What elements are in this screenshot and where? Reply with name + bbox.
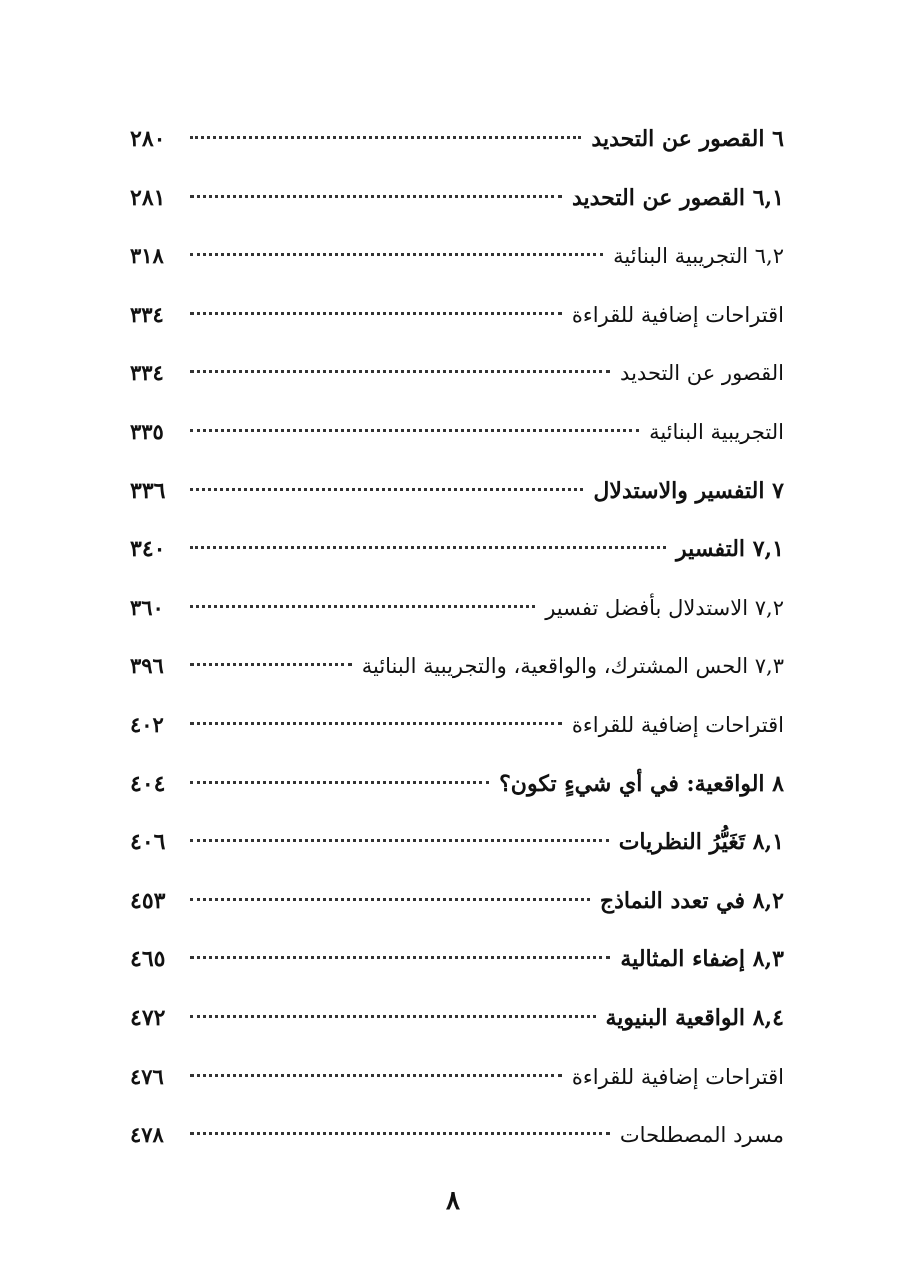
toc-entry-page: ٤٧٨ — [130, 1122, 164, 1148]
toc-entry-section-7-1 — [130, 520, 784, 579]
toc-entry-section-8-1 — [130, 813, 784, 872]
toc-entry-page: ٣٤٠ — [130, 536, 166, 563]
toc-entry-page: ٢٨٠ — [130, 126, 166, 152]
dot-leader — [190, 488, 583, 491]
dot-leader — [190, 839, 609, 842]
dot-leader — [190, 605, 535, 608]
toc-entry-page: ٤٧٢ — [130, 1004, 166, 1031]
toc-entry-page: ٢٨١ — [130, 184, 166, 211]
toc-entry-page: ٣٣٤ — [130, 301, 164, 327]
toc-entry-chapter-6 — [130, 110, 784, 169]
toc-entry-title: ٨,١ تَغَيُّرُ النظريات — [618, 829, 784, 856]
toc-entry-title: اقتراحات إضافية للقراءة — [571, 302, 784, 327]
dot-leader — [190, 956, 610, 959]
dot-leader — [190, 663, 352, 666]
toc-entry-title: القصور عن التحديد — [620, 361, 784, 386]
toc-entry-further-reading — [130, 1048, 784, 1107]
toc-entry-title: ٧,١ التفسير — [676, 536, 784, 563]
dot-leader — [190, 898, 590, 901]
dot-leader — [190, 136, 581, 139]
toc-entry-section-6-2 — [130, 227, 784, 286]
toc-entry-title: اقتراحات إضافية للقراءة — [571, 712, 784, 737]
dot-leader — [190, 195, 562, 198]
toc-entry-title: ٦,١ القصور عن التحديد — [571, 184, 784, 211]
toc-entry-underdetermination — [130, 344, 784, 403]
toc-entry-page: ٤٥٣ — [130, 887, 166, 914]
page-number: ٨ — [446, 1186, 460, 1216]
toc-entry-chapter-8 — [130, 755, 784, 814]
toc-entry-title: ٧,٣ الحس المشترك، والواقعية، والتجريبية البنائية — [361, 654, 784, 679]
toc-entry-title: ٨ الواقعية: في أي شيءٍ تكون؟ — [499, 770, 784, 797]
toc-entry-section-8-4 — [130, 989, 784, 1048]
dot-leader — [190, 429, 639, 432]
toc-entry-page: ٤٧٦ — [130, 1063, 164, 1089]
toc-entry-page: ٣٦٠ — [130, 594, 164, 620]
toc-entry-page: ٣٣٥ — [130, 418, 164, 444]
toc-entry-title: ٨,٣ إضفاء المثالية — [620, 946, 784, 973]
toc-entry-glossary — [130, 1106, 784, 1165]
toc-entry-page: ٤٦٥ — [130, 946, 166, 973]
toc-entry-title: ٧ التفسير والاستدلال — [593, 477, 784, 504]
toc-entry-chapter-7 — [130, 462, 784, 521]
toc-entry-section-8-3 — [130, 930, 784, 989]
toc-entry-further-reading — [130, 696, 784, 755]
toc-entry-page: ٣٩٦ — [130, 653, 164, 679]
toc-entry-title: ٨,٢ في تعدد النماذج — [599, 887, 784, 914]
toc-entry-section-7-2 — [130, 579, 784, 638]
toc-entry-page: ٤٠٢ — [130, 711, 164, 737]
toc-entry-section-8-2 — [130, 872, 784, 931]
toc-entry-page: ٣٣٦ — [130, 477, 166, 504]
toc-entry-page: ٤٠٦ — [130, 829, 166, 856]
toc-entry-section-6-1 — [130, 169, 784, 228]
dot-leader — [190, 722, 562, 725]
toc-entry-title: ٦,٢ التجريبية البنائية — [613, 244, 784, 269]
dot-leader — [190, 1074, 562, 1077]
dot-leader — [190, 1132, 610, 1135]
dot-leader — [190, 312, 562, 315]
toc-entry-constructive-empiricism — [130, 403, 784, 462]
dot-leader — [190, 1015, 596, 1018]
dot-leader — [190, 253, 603, 256]
toc-entry-title: ٧,٢ الاستدلال بأفضل تفسير — [545, 595, 784, 620]
toc-entry-page: ٣٣٤ — [130, 360, 164, 386]
toc-entry-further-reading — [130, 286, 784, 345]
dot-leader — [190, 546, 666, 549]
toc-entry-section-7-3 — [130, 637, 784, 696]
toc-entry-title: ٨,٤ الواقعية البنيوية — [605, 1004, 784, 1031]
toc-entry-title: ٦ القصور عن التحديد — [591, 126, 784, 152]
toc-entry-title: التجريبية البنائية — [649, 419, 784, 444]
table-of-contents — [130, 110, 784, 1165]
toc-entry-title: مسرد المصطلحات — [619, 1123, 784, 1148]
toc-entry-page: ٤٠٤ — [130, 770, 166, 797]
dot-leader — [190, 370, 610, 373]
toc-entry-title: اقتراحات إضافية للقراءة — [571, 1064, 784, 1089]
toc-entry-page: ٣١٨ — [130, 243, 164, 269]
dot-leader — [190, 781, 489, 784]
